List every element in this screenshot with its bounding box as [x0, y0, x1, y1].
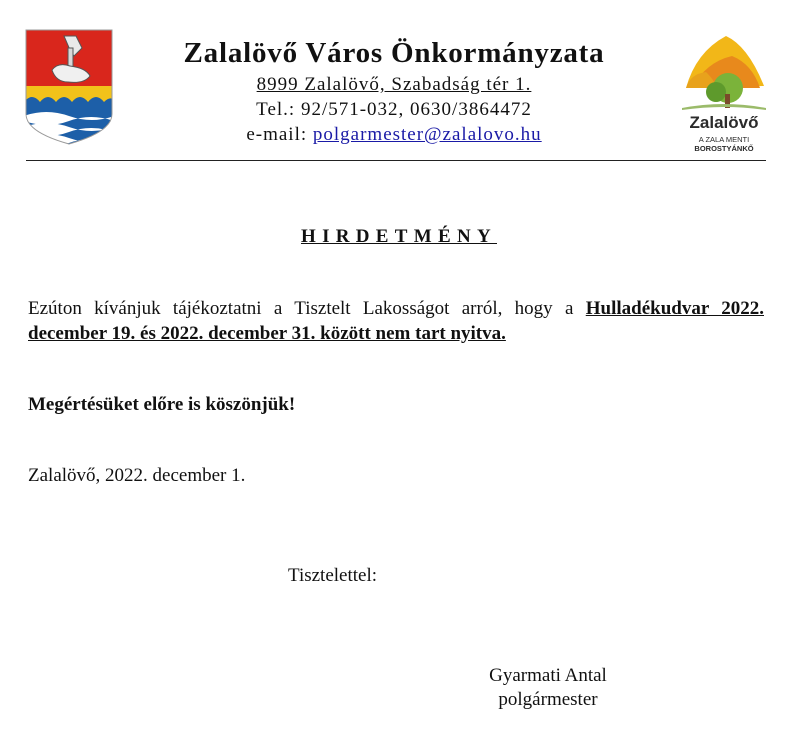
logo-tagline-2: BOROSTYÁNKŐ	[694, 144, 754, 153]
closing-regards: Tisztelettel:	[288, 565, 378, 586]
logo-tagline-1: A ZALA MENTI	[698, 135, 750, 144]
logo-wordmark: Zalalövő	[689, 113, 759, 132]
zalalovo-brand-logo	[672, 30, 776, 158]
thanks-line: Megértésüket előre is köszönjük!	[28, 394, 296, 415]
letterhead	[120, 34, 668, 147]
signer-title: polgármester	[498, 689, 598, 710]
coat-of-arms-image	[24, 28, 114, 146]
email-link[interactable]: polgarmester@zalalovo.hu	[312, 124, 542, 145]
header-divider	[26, 160, 766, 161]
organization-name: Zalalövő Város Önkormányzata	[183, 37, 605, 69]
notice-title: HIRDETMÉNY	[300, 226, 497, 247]
notice-body-text: Ezúton kívánjuk tájékoztatni a Tisztelt Lakosságot arról, hogy a	[28, 298, 586, 319]
place-and-date: Zalalövő, 2022. december 1.	[28, 465, 246, 486]
signature-block	[458, 664, 638, 712]
signer-name: Gyarmati Antal	[489, 665, 607, 686]
email-label: e-mail:	[246, 124, 313, 145]
notice-closure-highlight: Hulladékudvar 2022. december 19. és 2022. december 31. között nem tart nyitva.	[28, 298, 764, 344]
address: 8999 Zalalövő, Szabadság tér 1.	[256, 74, 532, 95]
telephone: Tel.: 92/571-032, 0630/3864472	[256, 99, 532, 120]
email-line	[120, 122, 668, 147]
notice-body	[28, 296, 764, 346]
